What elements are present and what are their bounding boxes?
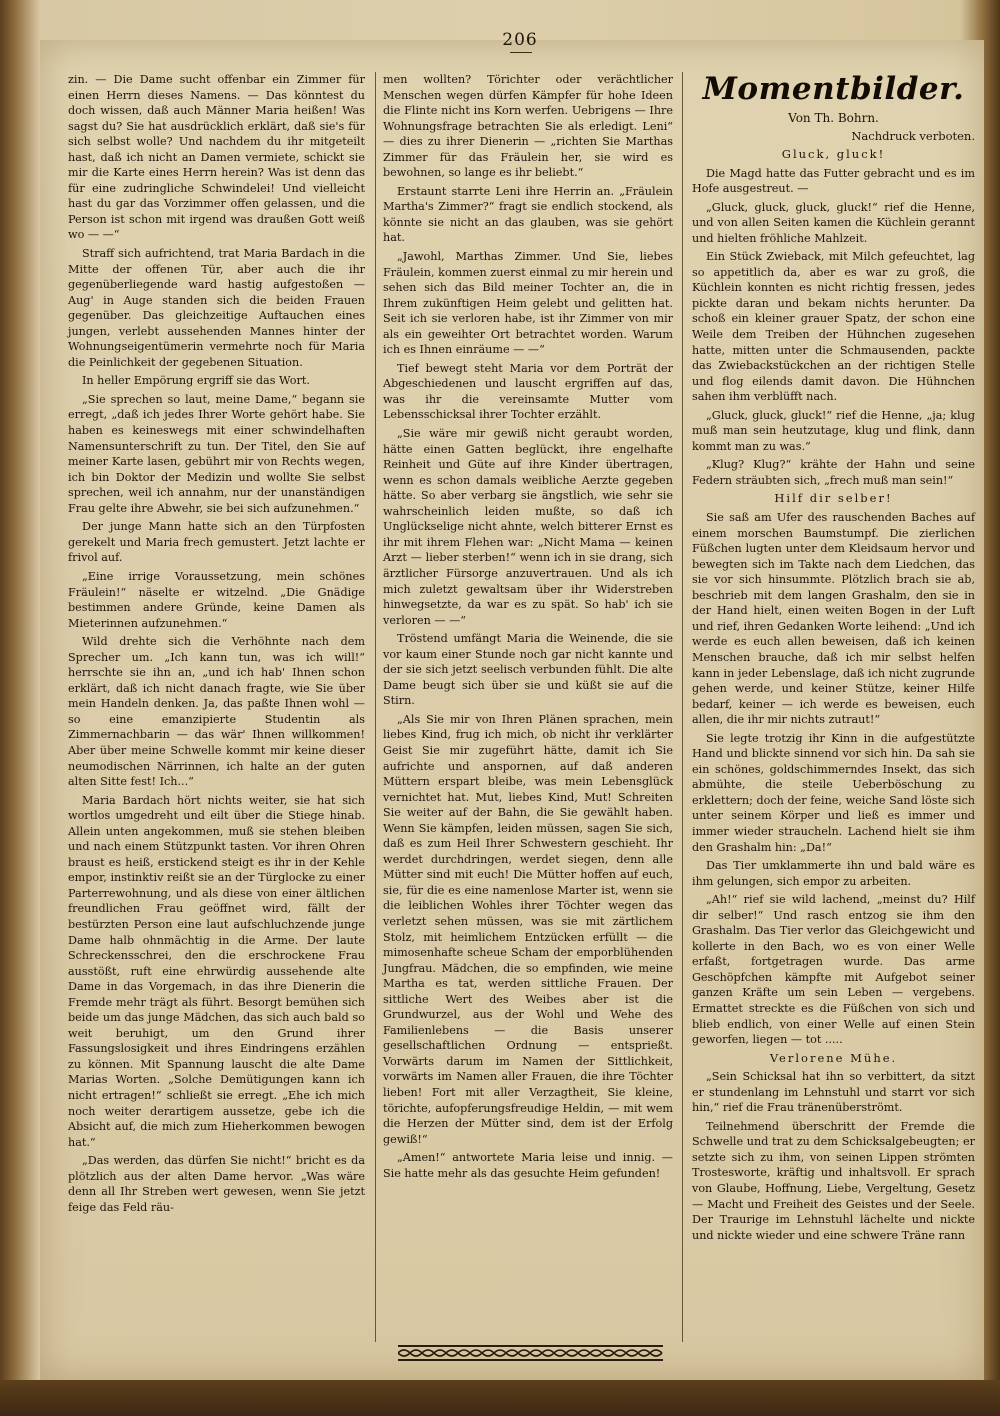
paragraph: „Als Sie mir von Ihren Plänen sprachen, mein liebes Kind, frug ich mich, ob nicht ihr verklärter Geist Sie mir zugeführt hätte, damit ich Sie aufrichte und anspornen, auf daß anderen Müttern erspart bleibe, was mein Lebensglück vernichtet hat. Mut, liebes Kind, Mut! Schreiten Sie weiter auf der Bahn, die Sie gewählt haben. Wenn Sie kämpfen, leiden müssen, sagen Sie sich, daß es zum Heil Ihrer Schwestern geschieht. Ihr werdet durchdringen, werdet siegen, denn alle Mütter sind mit euch! Die Mütter hoffen auf euch, sie, für die es eine namenlose Marter ist, wenn sie die leiblichen Wohles ihrer Töchter wegen das verletzt sehen müssen, was sie mit zärtlichem Stolz, mit heimlichem Entzücken erfüllt — die mimosenhafte scheue Scham der emporblühenden Jungfrau. Mädchen, die so empfinden, wie meine Martha es tat, werden sittliche Frauen. Der sittliche Wert des Weibes aber ist die Grundwurzel, aus der Wohl und Wehe des Familienlebens — die Basis unserer gesellschaftlichen Ordnung — entsprießt. Vorwärts darum im Namen der Sittlichkeit, vorwärts im Namen aller Frauen, die ihre Töchter lieben! Fort mit aller Verzagtheit, Sie kleine, törichte, aufopferungsfreudige Heldin, — mit wem die Herzen der Mütter sind, dem ist der Erfolg gewiß!“ — [383, 712, 673, 1146]
article-title: Momentbilder. — [702, 71, 965, 107]
paragraph: zin. — Die Dame sucht offenbar ein Zimmer für einen Herrn dieses Namens. — Das könntest du doch wissen, daß auch Männer Maria heißen! Was sagst du? Sie hat ausdrücklich erklärt, daß sie's für sich selbst wolle? Und nachdem du ihr mitgeteilt hast, daß ich nicht an Damen vermiete, schickt sie mir die Karte eines Herrn herein? Was ist denn das für eine zudringliche Schwindelei! Und vielleicht hast du gar das Vorzimmer offen gelassen, und die Person ist schon mit irgend was draußen Gott weiß wo — —“ — [68, 73, 365, 242]
paragraph: Der junge Mann hatte sich an den Türpfosten gerekelt und Maria frech gemustert. Jetzt lachte er frivol auf. — [68, 520, 365, 565]
paragraph: „Klug? Klug?“ krähte der Hahn und seine Federn sträubten sich, „frech muß man sein!“ — [692, 458, 975, 487]
section-heading: Gluck, gluck! — [781, 147, 886, 161]
reprint-notice: Nachdruck verboten. — [851, 129, 975, 143]
section-heading: Hilf dir selber! — [774, 491, 893, 506]
section-heading: Verlorene Mühe. — [769, 1050, 898, 1065]
paragraph: Wild drehte sich die Verhöhnte nach dem Sprecher um. „Ich kann tun, was ich will!“ herrschte sie ihn an, „und ich hab' Ihnen schon erklärt, daß ich nicht danach fragte, wie Sie über mein Handeln denken. Ja, das paßte Ihnen wohl — so eine emanzipierte Studentin als Zimmernachbarin — das wär' Ihnen willkommen! Aber über meine Schwelle kommt mir keine dieser neumodischen Närrinnen, ich halte an der guten alten Sitte fest! Ich...“ — [68, 635, 365, 789]
paragraph: Tröstend umfängt Maria die Weinende, die sie vor kaum einer Stunde noch gar nicht kannte und der sie sich jetzt seelisch verbunden fühlt. Die alte Dame beugt sich über sie und küßt sie auf die Stirn. — [383, 632, 673, 708]
column-middle — [383, 72, 673, 1184]
column-left — [68, 72, 365, 1218]
decorative-ornament-divider — [398, 1344, 663, 1362]
paragraph: Sie saß am Ufer des rauschenden Baches auf einem morschen Baumstumpf. Die zierlichen Füßchen lugten unter dem Kleidsaum hervor und bewegten sich im Takte nach dem Liedchen, das sie vor sich hinsummte. Plötzlich brach sie ab, beschrieb mit dem langen Grashalm, den sie in der Hand hielt, einen weiten Bogen in der Luft und rief, ihren Gedanken Worte leihend: „Und ich werde es euch allen beweisen, daß ich keinen Menschen brauche, daß ich mir selbst helfen kann in jeder Lebenslage, daß ich nicht zugrunde gehen werde, und keiner Stütze, keiner Hilfe bedarf, keiner — ich werde es beweisen, euch allen, die ihr mir nichts zutraut!“ — [692, 511, 975, 727]
paragraph: „Amen!“ antwortete Maria leise und innig. — Sie hatte mehr als das gesuchte Heim gefunden! — [383, 1151, 673, 1180]
column-right — [692, 70, 975, 1246]
paragraph: „Sein Schicksal hat ihn so verbittert, da sitzt er stundenlang im Lehnstuhl und starrt vor sich hin,“ rief die Frau tränenüberströmt. — [692, 1070, 975, 1115]
paragraph: „Eine irrige Voraussetzung, mein schönes Fräulein!“ näselte er witzelnd. „Die Gnädige bestimmen andere Gründe, keine Damen als Mieterinnen aufzunehmen.“ — [68, 569, 365, 630]
paragraph: „Gluck, gluck, gluck, gluck!“ rief die Henne, und von allen Seiten kamen die Küchlein gerannt und hielten fröhliche Mahlzeit. — [692, 200, 975, 245]
paragraph: Teilnehmend überschritt der Fremde die Schwelle und trat zu dem Schicksalgebeugten; er setzte sich zu ihm, von seinen Lippen strömten Trostesworte, kräftig und inhaltsvoll. Er sprach von Glaube, Hoffnung, Liebe, Vergeltung, Gesetz — Macht und Freiheit des Geistes und der Seele. Der Traurige im Lehnstuhl lächelte und nickte und nickte wieder und eine schwere Träne rann — [692, 1119, 975, 1242]
paragraph: „Gluck, gluck, gluck!“ rief die Henne, „ja; klug muß man sein heutzutage, klug und flink, dann kommt man zu was.“ — [692, 408, 975, 453]
paragraph: „Das werden, das dürfen Sie nicht!“ bricht es da plötzlich aus der alten Dame hervor. „Was wäre denn all Ihr Streben wert gewesen, wenn Sie jetzt feige das Feld räu- — [68, 1154, 365, 1214]
page-number: 206 — [502, 30, 538, 50]
paragraph: „Ah!“ rief sie wild lachend, „meinst du? Hilf dir selber!“ Und rasch entzog sie ihm den Grashalm. Das Tier verlor das Gleichgewicht und kollerte in den Bach, wo es von einer Welle erfaßt, fortgetragen wurde. Das arme Geschöpfchen kämpfte mit Aufgebot seiner ganzen Kräfte um sein Leben — vergebens. Ermattet streckte es die Füßchen von sich und blieb endlich, von einer Welle auf einen Stein geworfen, liegen — tot ..... — [692, 893, 975, 1047]
paragraph: Tief bewegt steht Maria vor dem Porträt der Abgeschiedenen und lauscht ergriffen auf das, was ihr die vereinsamte Mutter vom Lebensschicksal ihrer Tochter erzählt. — [383, 361, 673, 422]
scan-bottom-edge — [0, 1380, 1000, 1416]
page-number-underline — [510, 52, 532, 53]
paragraph: „Jawohl, Marthas Zimmer. Und Sie, liebes Fräulein, kommen zuerst einmal zu mir herein und sehen sich das Bild meiner Tochter an, die in Ihrem zukünftigen Heim gelebt und gelitten hat. Seit ich sie verloren habe, ist ihr Zimmer von mir als ein geweihter Ort betrachtet worden. Warum ich es Ihnen einräume — —“ — [383, 250, 673, 357]
paragraph: men wollten? Törichter oder verächtlicher Menschen wegen dürfen Kämpfer für hohe Ideen die Flinte nicht ins Korn werfen. Uebrigens — Ihre Wohnungsfrage betrachten Sie als erledigt. Leni“ — dies zu ihrer Dienerin — „richten Sie Marthas Zimmer für das Fräulein her, sie wird es bewohnen, so lange es ihr beliebt.“ — [383, 73, 673, 180]
paragraph: „Sie wäre mir gewiß nicht geraubt worden, hätte einen Gatten beglückt, ihre engelhafte Reinheit und Güte auf ihre Kinder übertragen, wenn es schon damals weibliche Aerzte gegeben hätte. So aber verbarg sie ängstlich, wie sehr sie wahrscheinlich leiden mußte, so daß ich Unglückselige nicht ahnte, welch bitterer Ernst es ihr mit ihrem Flehen war: „Nicht Mama — keinen Arzt — lieber sterben!“ wenn ich in sie drang, sich ärztlicher Fürsorge anzuvertrauen. Und als ich mich zuletzt gewaltsam über ihr Widerstreben hinwegsetzte, da war es zu spät. So hab' ich sie verloren — —“ — [383, 427, 673, 627]
paragraph: Erstaunt starrte Leni ihre Herrin an. „Fräulein Martha's Zimmer?“ fragt sie endlich stockend, als könnte sie nicht an das glauben, was sie gehört hat. — [383, 184, 673, 245]
paragraph: Die Magd hatte das Futter gebracht und es im Hofe ausgestreut. — — [692, 166, 975, 196]
paragraph: Maria Bardach hört nichts weiter, sie hat sich wortlos umgedreht und eilt über die Stiege hinab. Allein unten angekommen, muß sie stehen bleiben und nach einem Stützpunkt tasten. Vor ihren Ohren braust es heiß, erstickend steigt es ihr in der Kehle empor, instinktiv reißt sie an der Türglocke zu einer Parterrewohnung, und als diese von einer ältlichen freundlichen Frau geöffnet wird, fällt der bestürzten Person eine laut aufschluchzende junge Dame halb ohnmächtig in die Arme. Der laute Schreckensschrei, den die erschrockene Frau ausstößt, ruft eine ehrwürdig aussehende alte Dame in das Vorgemach, in das ihre Dienerin die Fremde mehr trägt als führt. Besorgt bemühen sich beide um das junge Mädchen, das sich auch bald so weit beruhigt, um den Grund ihrer Fassungslosigkeit und ihres Eindringens erzählen zu können. Mit Spannung lauscht die alte Dame Marias Worten. „Solche Demütigungen kann ich nicht ertragen!“ schließt sie erregt. „Ehe ich mich noch weiter derartigem aussetze, gebe ich die Absicht auf, die mich zum Hieherkommen bewogen hat.“ — [68, 793, 365, 1149]
paragraph: Das Tier umklammerte ihn und bald wäre es ihm gelungen, sich empor zu arbeiten. — [692, 859, 975, 888]
paragraph: In heller Empörung ergriff sie das Wort. — [82, 374, 310, 388]
column-divider — [375, 72, 376, 1342]
paragraph: „Sie sprechen so laut, meine Dame,“ begann sie erregt, „daß ich jedes Ihrer Worte gehört habe. Sie haben es keineswegs mit einer schwindelhaften Namensunterschrift zu tun. Der Titel, den Sie auf meiner Karte lasen, gebührt mir von Rechts wegen, ich bin Doktor der Medizin und wollte Sie selbst sprechen, weil ich annahm, nur der unanständigen Frau gelte ihre Abwehr, sie bei sich aufzunehmen.“ — [68, 392, 365, 515]
article-author: Von Th. Bohrn. — [788, 111, 879, 125]
paragraph: Straff sich aufrichtend, trat Maria Bardach in die Mitte der offenen Tür, aber auch die ihr gegenüberliegende ward hastig aufgestoßen — Aug' in Auge standen sich die beiden Frauen gegenüber. Das gleichzeitige Auftauchen eines jungen, verlebt aussehenden Mannes hinter der Wohnungseigentümerin vermehrte noch für Maria die Peinlichkeit der gegebenen Situation. — [68, 247, 365, 369]
column-divider — [682, 72, 683, 1342]
paragraph: Ein Stück Zwieback, mit Milch gefeuchtet, lag so appetitlich da, aber es war zu groß, die Küchlein konnten es nicht richtig fressen, jedes pickte daran und bekam nichts herunter. Da schoß ein kleiner grauer Spatz, der schon eine Weile dem Treiben der Hühnchen zugesehen hatte, mitten unter die Schmausenden, packte das Zwiebackstückchen an der richtigen Stelle und flog eilends damit davon. Die Hühnchen sahen ihm verblüfft nach. — [692, 250, 975, 404]
paragraph: Sie legte trotzig ihr Kinn in die aufgestützte Hand und blickte sinnend vor sich hin. Da sah sie ein schönes, goldschimmerndes Insekt, das sich abmühte, die steile Ueberböschung zu erklettern; doch der feine, weiche Sand löste sich unter seinem Körper und ließ es immer und immer wieder straucheln. Lachend hielt sie ihm den Grashalm hin: „Da!“ — [692, 731, 975, 854]
